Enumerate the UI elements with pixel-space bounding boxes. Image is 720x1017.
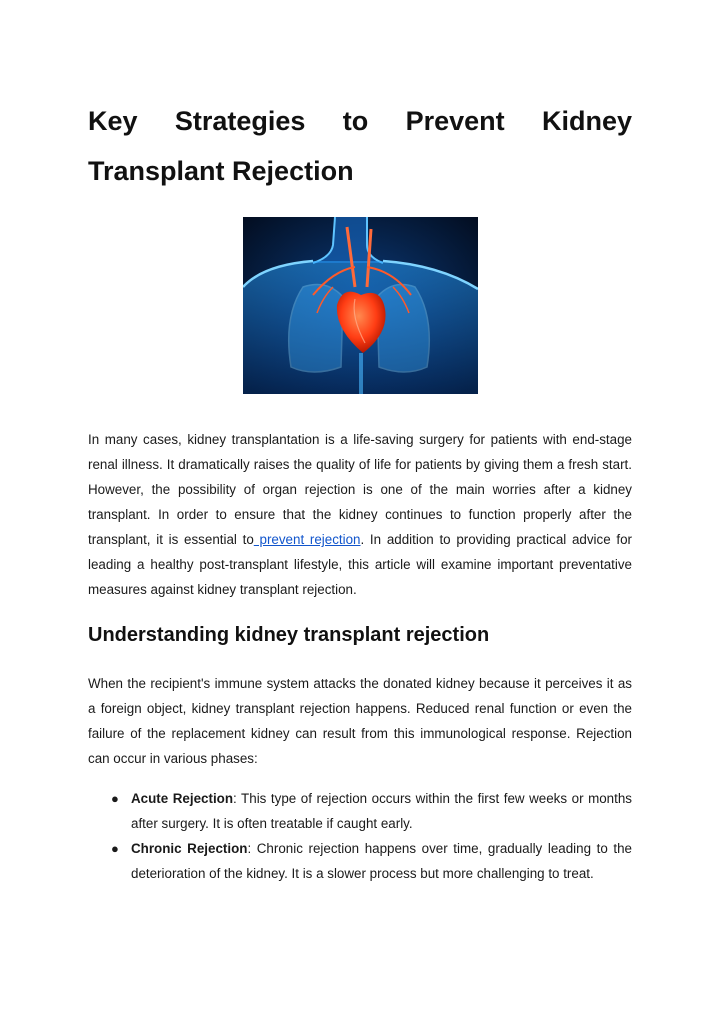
section-heading: Understanding kidney transplant rejection xyxy=(88,624,490,646)
prevent-rejection-link[interactable]: prevent rejection xyxy=(253,532,361,547)
rejection-phases-list xyxy=(88,786,632,886)
bullet-icon: ● xyxy=(111,791,119,806)
intro-text-before-link: In many cases, kidney transplantation is a life-saving surgery for patients with end-stage renal illness. It dramatically raises the quality of life for patients by giving them a fresh start. However, the possibility of organ rejection is one of the main worries after a kidney transplant. In order to ensure that the kidney continues to function properly after the transplant, it is essential to xyxy=(88,432,632,547)
bullet-text: : Chronic rejection happens over time, gradually leading to the deterioration of the kidney. It is a slower process but more challenging to treat. xyxy=(131,841,632,881)
section-paragraph: When the recipient's immune system attacks the donated kidney because it perceives it as a foreign object, kidney transplant rejection happens. Reduced renal function or even the failure of the replacement kidney can result from this immunological response. Rejection can occur in various phases: xyxy=(88,676,632,766)
heart-anatomy-icon xyxy=(243,217,478,394)
list-item xyxy=(88,836,632,886)
list-item xyxy=(88,786,632,836)
intro-text-after-link: . In addition to providing practical advice for leading a healthy post-transplant lifestyle, this article will examine important preventative measures against kidney transplant rejection. xyxy=(88,532,633,597)
bullet-term: Chronic Rejection xyxy=(131,841,248,856)
bullet-term: Acute Rejection xyxy=(131,791,234,806)
hero-image xyxy=(243,217,478,394)
bullet-text: : This type of rejection occurs within the first few weeks or months after surgery. It is often treatable if caught early. xyxy=(131,791,632,831)
bullet-icon: ● xyxy=(111,841,119,856)
intro-paragraph xyxy=(88,427,632,602)
page-title: Key Strategies to Prevent Kidney Transplant Rejection xyxy=(88,106,632,186)
